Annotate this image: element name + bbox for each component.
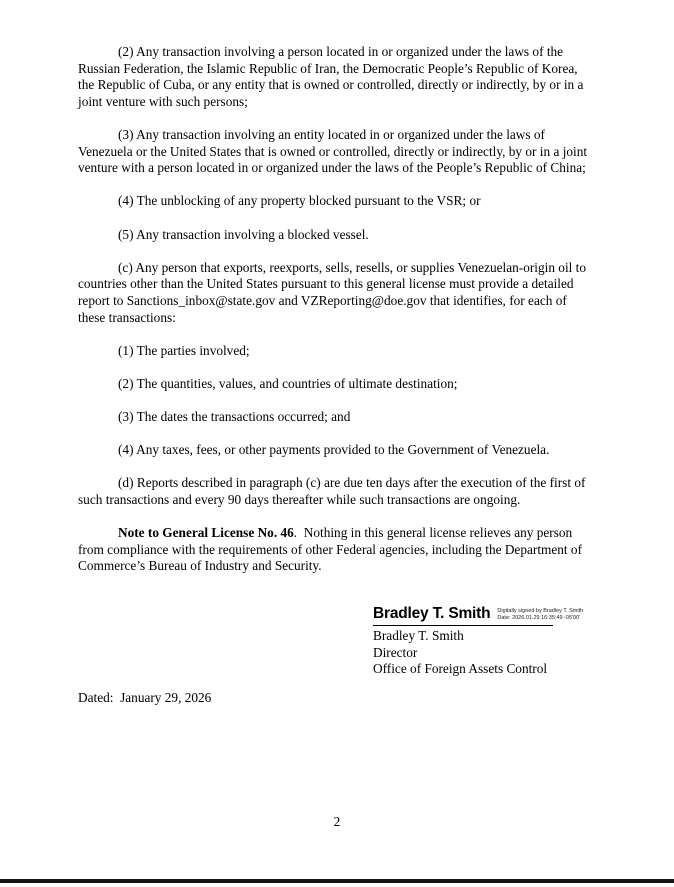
document-body [78, 44, 596, 706]
page-bottom-edge [0, 879, 674, 883]
paragraph-d: (d) Reports described in paragraph (c) are due ten days after the execution of the first of such transactions and every 90 days thereafter while such transactions are ongoing. [78, 475, 589, 508]
list-item-1: (1) The parties involved; [118, 342, 250, 358]
signature-line [373, 625, 553, 626]
paragraph-c: (c) Any person that exports, reexports, sells, resells, or supplies Venezuelan-origin oil to countries other than the United States pursuant to this general license must provide a detailed report to Sanctions_inbox@state.gov and VZReporting@doe.gov that identifies, for each of these transactions: [78, 259, 590, 325]
signature-name: Bradley T. Smith [373, 605, 491, 622]
signer-office: Office of Foreign Assets Control [373, 661, 548, 677]
list-item-3: (3) The dates the transactions occurred; and [118, 409, 351, 425]
page-number: 2 [333, 814, 341, 829]
paragraph-4: (4) The unblocking of any property blocked pursuant to the VSR; or [118, 193, 481, 209]
note-paragraph [78, 525, 596, 575]
list-item-2: (2) The quantities, values, and countries of ultimate destination; [118, 375, 458, 391]
digital-signature-line1: Digitally signed by Bradley T. Smith [497, 608, 584, 614]
dated-line: Dated: January 29, 2026 [78, 689, 212, 705]
digital-signature-details [497, 605, 583, 622]
paragraph-2: (2) Any transaction involving a person located in or organized under the laws of the Russian Federation, the Islamic Republic of Iran, the Democratic People’s Republic of Korea, the Republic of Cuba, or any entity that is owned or controlled, directly or indirectly, by or in a joint venture with such persons; [78, 44, 587, 109]
paragraph-5: (5) Any transaction involving a blocked vessel. [118, 226, 369, 242]
signer-title: Director [373, 644, 418, 660]
signer-printed-name: Bradley T. Smith [373, 628, 464, 643]
paragraph-3: (3) Any transaction involving an entity located in or organized under the laws of Venezuela or the United States that is owned or controlled, directly or indirectly, by or in a joint venture with a person located in or organized under the laws of the People’s Republic of China; [78, 126, 591, 176]
signature-block [373, 605, 596, 678]
note-title: Note to General License No. 46 [118, 525, 294, 541]
digital-signature-line2: Date: 2026.01.29 16:35:49 -05'00' [497, 614, 581, 621]
signer-details [373, 628, 596, 678]
digital-signature [373, 605, 596, 623]
list-item-4: (4) Any taxes, fees, or other payments provided to the Government of Venezuela. [118, 442, 550, 458]
note-text: . Nothing in this general license relieves any person from compliance with the requirements of other Federal agencies, including the Department of Commerce’s Bureau of Industry and Security. [78, 525, 586, 574]
